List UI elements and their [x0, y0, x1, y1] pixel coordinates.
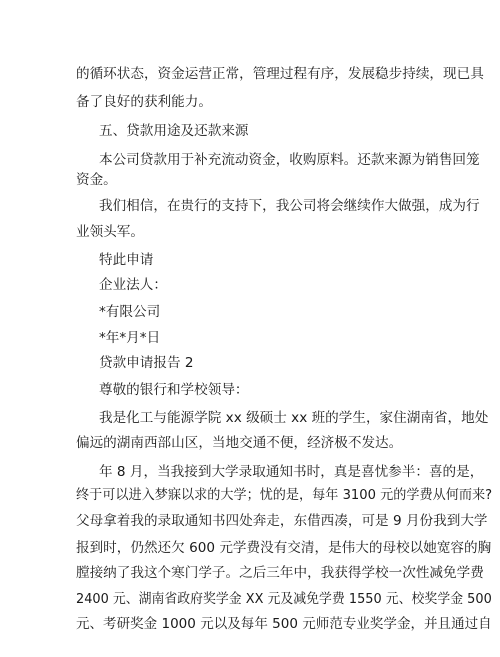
paragraph-line: 资金。 [76, 172, 117, 188]
paragraph-line: 我是化工与能源学院 xx 级硕士 xx 班的学生，家住湖南省，地处 [99, 410, 489, 426]
paragraph-line: 业领头军。 [76, 224, 144, 240]
paragraph-line: 2400 元、湖南省政府奖学金 XX 元及减免学费 1550 元、校奖学金 500 [76, 591, 492, 607]
section-heading: 五、贷款用途及还款来源 [99, 123, 249, 139]
paragraph-line: 父母拿着我的录取通知书四处奔走，东借西凑，可是 9 月份我到大学 [76, 513, 488, 529]
document-title: 贷款申请报告 2 [99, 355, 194, 371]
paragraph-line: 报到时，仍然还欠 600 元学费没有交清，是伟大的母校以她宽容的胸 [76, 540, 492, 556]
signature-label: 企业法人： [99, 277, 167, 293]
closing-line: 特此申请 [99, 252, 154, 268]
paragraph-line: 终于可以进入梦寐以求的大学；忧的是，每年 3100 元的学费从何而来? [76, 487, 493, 503]
paragraph-line: 偏远的湖南西部山区，当地交通不便，经济极不发达。 [76, 435, 403, 451]
salutation: 尊敬的银行和学校领导： [99, 382, 249, 398]
paragraph-line: 元、考研奖金 1000 元以及每年 500 元师范专业奖学金，并且通过自 [76, 616, 492, 632]
paragraph-line: 本公司贷款用于补充流动资金，收购原料。还款来源为销售回笼 [99, 152, 480, 168]
company-name: *有限公司 [99, 304, 161, 320]
paragraph-line: 膛接纳了我这个寒门学子。之后三年中，我获得学校一次性减免学费 [76, 565, 484, 581]
paragraph-line: 我们相信，在贵行的支持下，我公司将会继续作大做强，成为行 [99, 198, 480, 214]
paragraph-line: 的循环状态，资金运营正常，管理过程有序，发展稳步持续，现已具 [76, 66, 484, 82]
date-line: *年*月*日 [99, 330, 161, 346]
paragraph-line: 年 8 月，当我接到大学录取通知书时，真是喜忧参半：喜的是， [99, 464, 484, 480]
paragraph-line: 备了良好的获利能力。 [76, 94, 212, 110]
